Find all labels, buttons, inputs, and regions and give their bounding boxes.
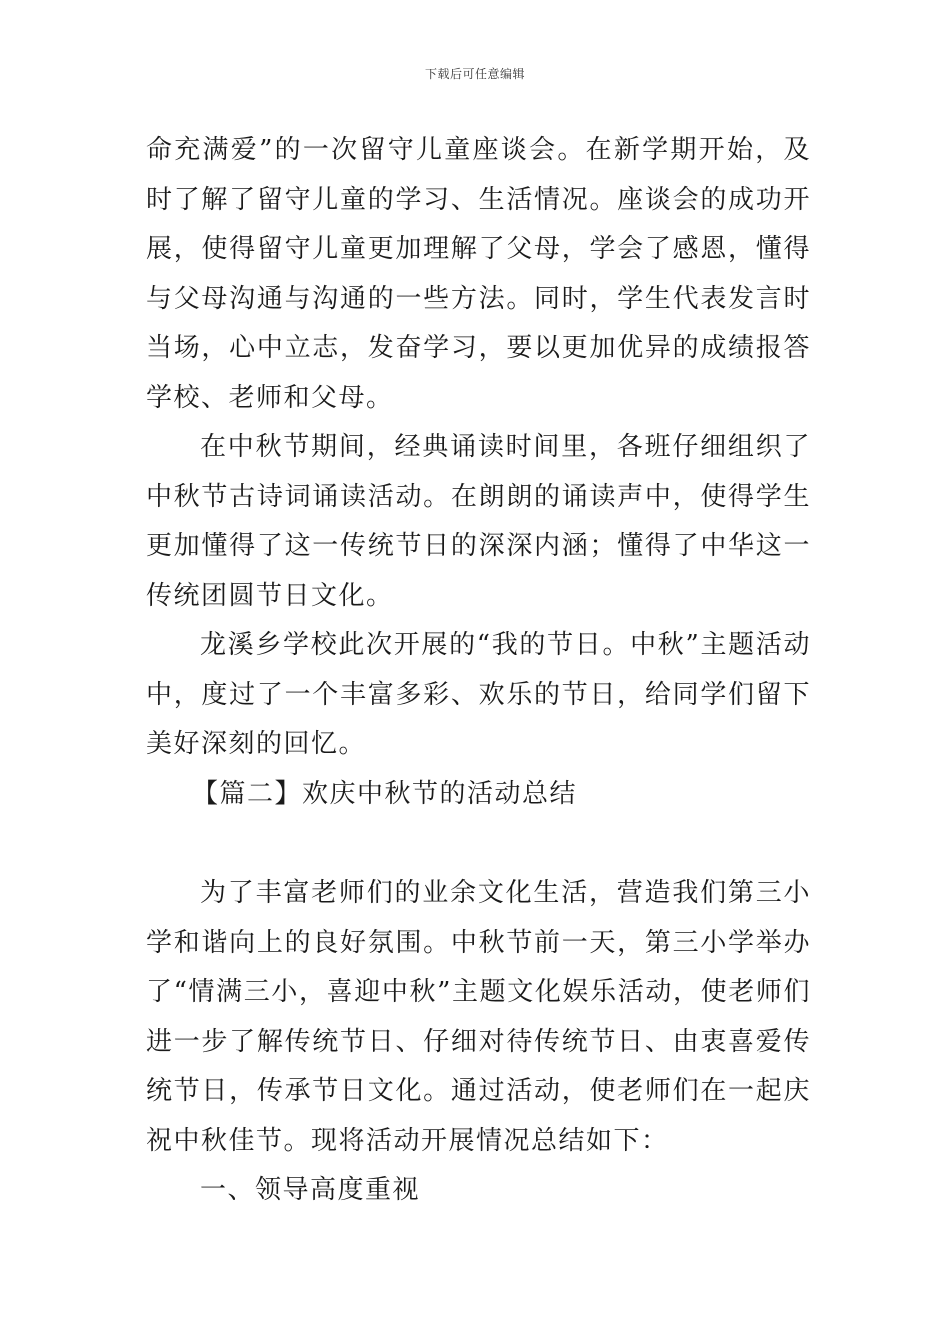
paragraph-mid-autumn-reading: 在中秋节期间，经典诵读时间里，各班仔细组织了中秋节古诗词诵读活动。在朗朗的诵读声中，使得学生更加懂得了这一传统节日的深深内涵；懂得了中华这一传统团圆节日文化。 [146, 432, 811, 611]
article-heading: 【篇二】欢庆中秋节的活动总结 [192, 778, 578, 809]
paragraph-longxi-summary: 龙溪乡学校此次开展的“我的节日。中秋”主题活动中，度过了一个丰富多彩、欢乐的节日，给同学们留下美好深刻的回忆。 [146, 630, 811, 759]
paragraph-continuation: 命充满爱”的一次留守儿童座谈会。在新学期开始，及时了解了留守儿童的学习、生活情况。座谈会的成功开展，使得留守儿童更加理解了父母，学会了感恩，懂得与父母沟通与沟通的一些方法。同时，学生代表发言时当场，心中立志，发奋学习，要以更加优异的成绩报答学校、老师和父母。 [146, 135, 811, 413]
paragraph-intro: 为了丰富老师们的业余文化生活，营造我们第三小学和谐向上的良好氛围。中秋节前一天，第三小学举办了“情满三小，喜迎中秋”主题文化娱乐活动，使老师们进一步了解传统节日、仔细对待传统节日、由衷喜爱传统节日，传承节日文化。通过活动，使老师们在一起庆祝中秋佳节。现将活动开展情况总结如下： [146, 878, 811, 1156]
spacer [146, 819, 811, 869]
document-body [146, 126, 811, 1216]
page-header-note: 下载后可任意编辑 [424, 67, 525, 81]
section-title: 一、领导高度重视 [200, 1175, 421, 1205]
